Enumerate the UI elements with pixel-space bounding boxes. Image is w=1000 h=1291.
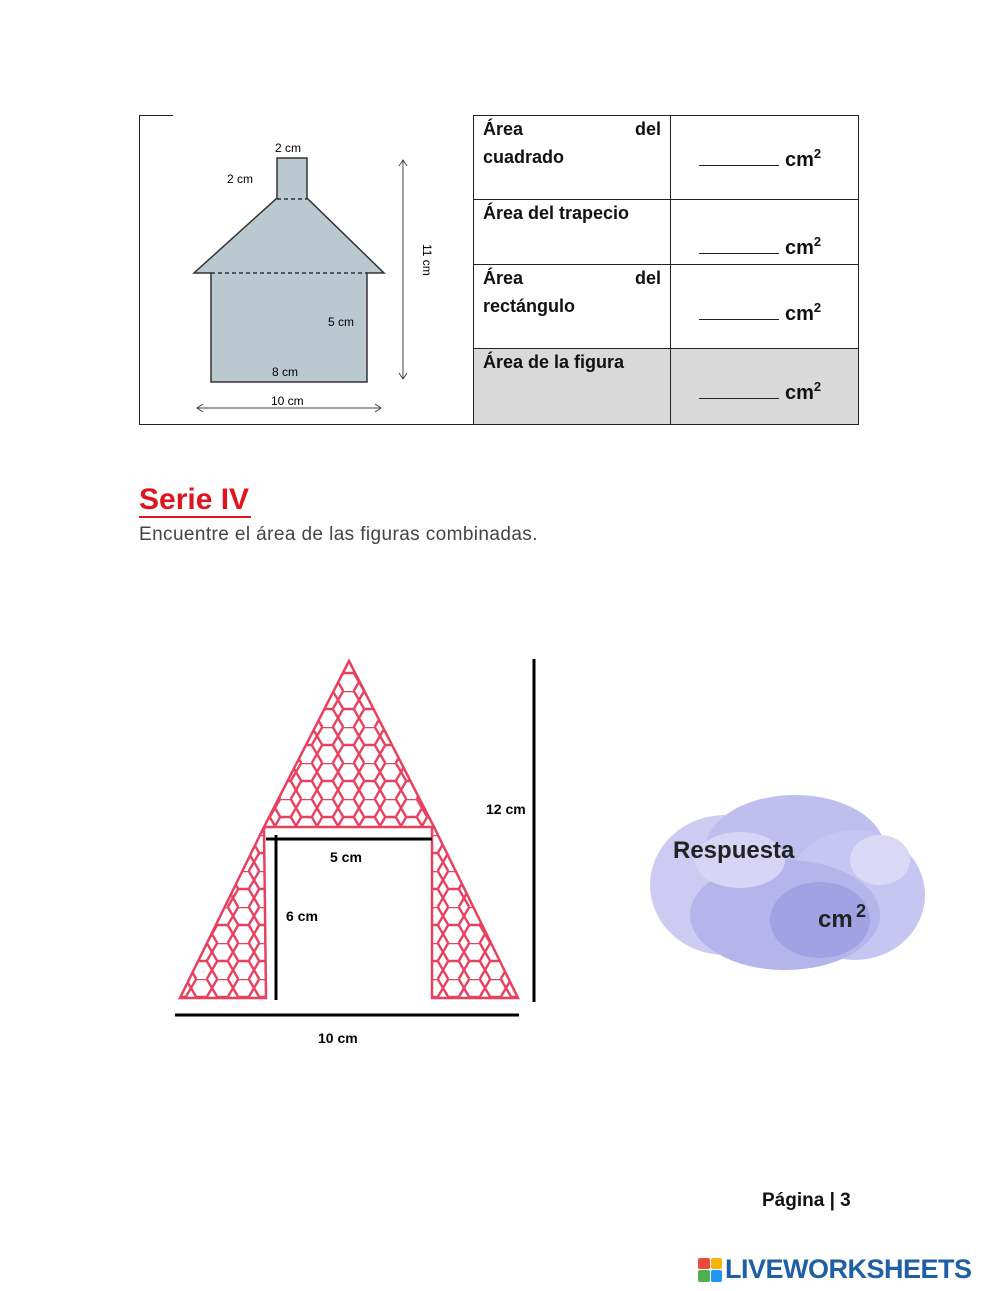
table-column-divider [473, 115, 474, 425]
area-table [139, 115, 859, 425]
answer-cloud [645, 790, 935, 980]
house-shape [194, 158, 384, 382]
label-rect-base: 8 cm [272, 365, 299, 379]
row-label-rectangle: Área del rectángulo [483, 268, 661, 316]
brand-name: LIVEWORKSHEETS [725, 1254, 972, 1284]
top-triangle [264, 661, 434, 827]
answer-label: Respuesta [673, 837, 795, 864]
label-top-width: 5 cm [330, 849, 362, 865]
right-triangle-leg [432, 827, 518, 998]
answer-exponent: 2 [856, 901, 867, 921]
section-title: Serie IV [139, 483, 250, 516]
label-chimney-side: 2 cm [227, 172, 254, 186]
answer-input-square[interactable] [699, 165, 779, 166]
answer-square: $cm^2$ [699, 146, 839, 172]
brand-logo [698, 1254, 972, 1285]
triangle-figure [170, 655, 550, 1055]
label-height: 11 cm [420, 244, 434, 276]
answer-input-cloud[interactable] [700, 895, 810, 929]
table-column-divider [670, 115, 671, 425]
answer-input-rectangle[interactable] [699, 319, 779, 320]
label-total-width: 10 cm [271, 394, 304, 408]
row-label-figure: Área de la figura [483, 352, 625, 372]
section-instruction: Encuentre el área de las figuras combinadas. [139, 524, 538, 545]
page-number: Página | 3 [762, 1190, 851, 1211]
label-base: 10 cm [318, 1030, 358, 1046]
answer-rectangle: $cm^2$ [699, 300, 839, 326]
brand-icon [698, 1258, 722, 1282]
row-label-square: Área del cuadrado [483, 119, 661, 167]
label-chimney-top: 2 cm [275, 141, 302, 155]
label-inner-height: 6 cm [286, 908, 318, 924]
answer-trapezoid: $cm^2$ [699, 234, 839, 260]
answer-input-trapezoid[interactable] [699, 253, 779, 254]
left-triangle-leg [180, 827, 266, 998]
table-column-divider [858, 115, 859, 425]
house-figure [139, 115, 439, 425]
answer-input-figure[interactable] [699, 398, 779, 399]
answer-figure: $cm^2$ [699, 379, 839, 405]
answer-unit: cm [818, 906, 853, 933]
label-rect-height: 5 cm [328, 315, 355, 329]
row-label-trapezoid: Área del trapecio [483, 203, 630, 223]
label-height: 12 cm [486, 801, 526, 817]
